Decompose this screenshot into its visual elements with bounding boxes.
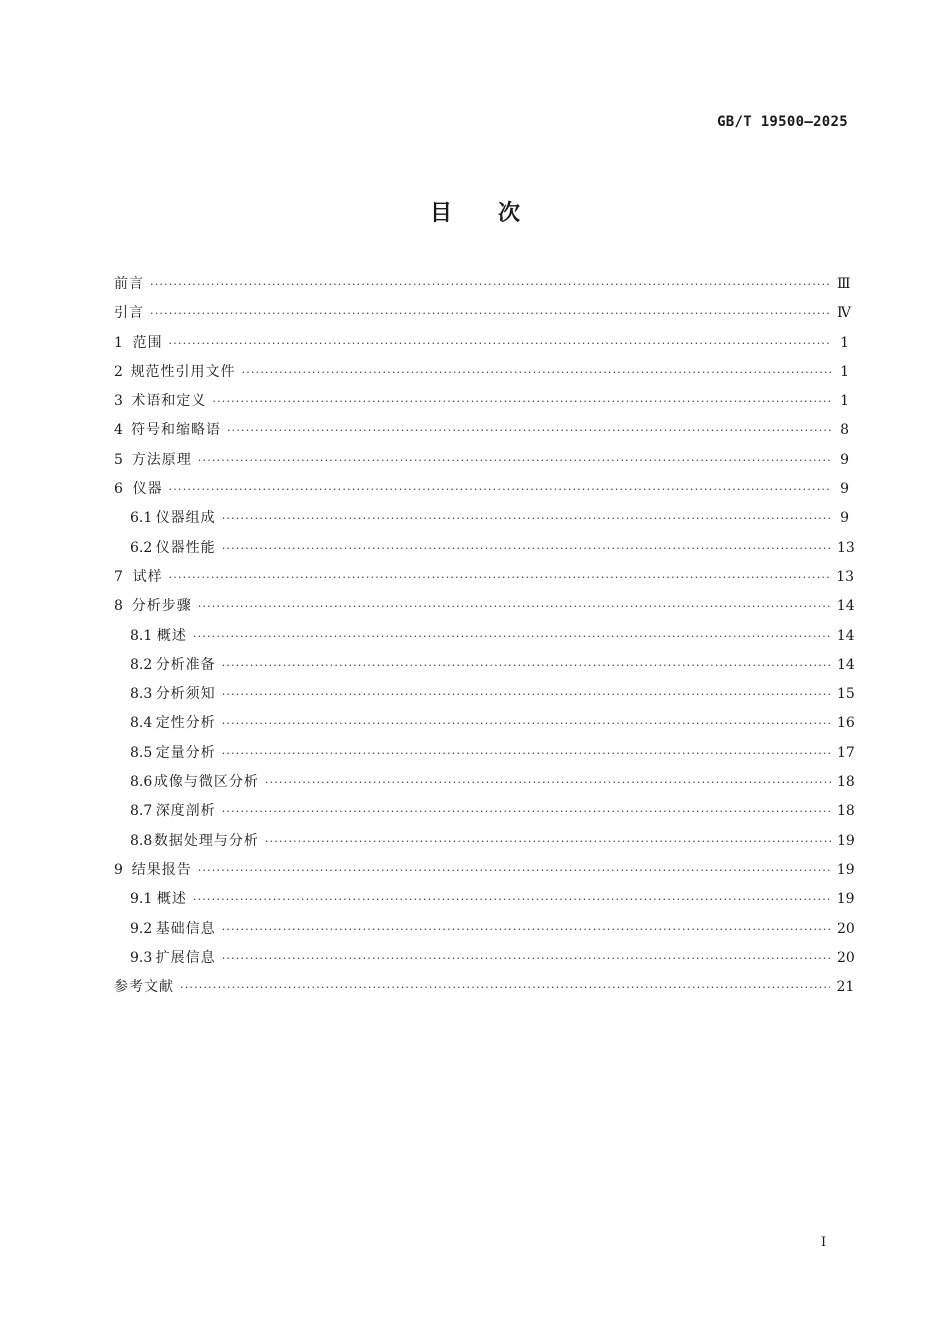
toc-entry-label: 深度剖析 bbox=[155, 803, 216, 820]
toc-entry-label: 仪器 bbox=[132, 481, 163, 498]
toc-entry-page: 17 bbox=[837, 744, 855, 761]
toc-entry-page: 18 bbox=[837, 774, 855, 791]
toc-entry-page: 14 bbox=[836, 627, 855, 644]
toc-entry-label: 试样 bbox=[132, 568, 163, 585]
toc-entry-number: 6.2 bbox=[130, 539, 153, 556]
toc-entry-label: 参考文献 bbox=[114, 979, 174, 996]
toc-entry-number: 2 bbox=[114, 363, 123, 380]
toc-entry-page: Ⅳ bbox=[837, 305, 851, 322]
toc-entry-label: 分析须知 bbox=[155, 686, 216, 703]
toc-entry-number: 8.6 bbox=[130, 774, 153, 791]
toc-entry[interactable] bbox=[114, 915, 855, 944]
toc-leader-dots bbox=[180, 973, 830, 1002]
toc-entry-label: 规范性引用文件 bbox=[130, 363, 236, 380]
toc-leader-dots bbox=[222, 915, 831, 944]
toc-entry-page: 9 bbox=[840, 481, 849, 498]
toc-entry[interactable] bbox=[114, 387, 849, 416]
toc-entry-label: 数据处理与分析 bbox=[153, 832, 259, 849]
toc-entry[interactable] bbox=[114, 973, 855, 1002]
toc-entry-page: 19 bbox=[837, 832, 855, 849]
toc-leader-dots bbox=[198, 592, 831, 621]
toc-entry-label: 仪器组成 bbox=[155, 510, 216, 527]
toc-entry[interactable] bbox=[114, 680, 855, 709]
toc-entry-page: 1 bbox=[840, 393, 849, 410]
toc-entry-number: 8.7 bbox=[130, 803, 153, 820]
toc-leader-dots bbox=[169, 563, 831, 592]
toc-leader-dots bbox=[265, 827, 831, 856]
toc-leader-dots bbox=[169, 475, 831, 504]
toc-entry-page: 20 bbox=[837, 949, 855, 966]
toc-entry-label: 分析步骤 bbox=[131, 598, 192, 615]
toc-entry[interactable] bbox=[114, 797, 855, 826]
toc-entry-label: 概述 bbox=[156, 891, 187, 908]
toc-entry[interactable] bbox=[114, 534, 855, 563]
toc-entry[interactable] bbox=[114, 651, 855, 680]
toc-entry-label: 定量分析 bbox=[155, 744, 216, 761]
toc-entry[interactable] bbox=[114, 944, 855, 973]
toc-entry-label: 分析准备 bbox=[155, 656, 216, 673]
toc-leader-dots bbox=[150, 299, 831, 328]
toc-entry-page: Ⅲ bbox=[837, 276, 851, 292]
toc-leader-dots bbox=[193, 885, 831, 914]
toc-leader-dots bbox=[169, 329, 831, 358]
toc-leader-dots bbox=[198, 446, 831, 475]
toc-leader-dots bbox=[193, 622, 831, 651]
toc-entry-number: 5 bbox=[114, 451, 123, 468]
toc-entry-label: 概述 bbox=[156, 627, 187, 644]
table-of-contents bbox=[114, 270, 855, 1002]
toc-leader-dots bbox=[222, 504, 831, 533]
toc-entry-number: 7 bbox=[114, 568, 123, 585]
toc-entry[interactable] bbox=[114, 827, 855, 856]
toc-entry-label: 基础信息 bbox=[155, 920, 216, 937]
toc-entry-label: 前言 bbox=[114, 276, 144, 292]
toc-entry[interactable] bbox=[114, 504, 849, 533]
toc-entry-page: 19 bbox=[836, 891, 855, 908]
toc-entry-number: 8.8 bbox=[130, 832, 153, 849]
toc-entry-number: 8.1 bbox=[130, 627, 153, 644]
toc-entry-page: 8 bbox=[840, 422, 849, 439]
toc-entry-page: 9 bbox=[840, 451, 849, 468]
toc-entry-number: 6.1 bbox=[130, 510, 153, 527]
toc-entry-label: 成像与微区分析 bbox=[153, 774, 259, 791]
toc-entry-page: 20 bbox=[837, 920, 855, 937]
toc-leader-dots bbox=[198, 856, 831, 885]
toc-entry-number: 1 bbox=[114, 334, 123, 351]
toc-entry-label: 定性分析 bbox=[155, 715, 216, 732]
toc-entry[interactable] bbox=[114, 446, 849, 475]
toc-leader-dots bbox=[222, 534, 831, 563]
toc-entry-page: 18 bbox=[837, 803, 855, 820]
toc-entry-page: 19 bbox=[836, 861, 855, 878]
toc-entry[interactable] bbox=[114, 329, 849, 358]
toc-entry-page: 15 bbox=[837, 686, 855, 703]
toc-leader-dots bbox=[222, 739, 831, 768]
toc-entry-page: 14 bbox=[836, 598, 855, 615]
toc-leader-dots bbox=[222, 651, 831, 680]
toc-entry-label: 符号和缩略语 bbox=[130, 422, 221, 439]
toc-leader-dots bbox=[222, 680, 831, 709]
toc-entry-number: 8.5 bbox=[130, 744, 153, 761]
toc-entry-label: 结果报告 bbox=[131, 861, 192, 878]
toc-entry-page: 9 bbox=[840, 510, 849, 527]
toc-entry-number: 8 bbox=[114, 598, 123, 615]
toc-entry[interactable] bbox=[114, 622, 855, 651]
toc-leader-dots bbox=[227, 416, 831, 445]
toc-entry-page: 21 bbox=[836, 979, 855, 996]
toc-leader-dots bbox=[242, 358, 831, 387]
toc-entry[interactable] bbox=[114, 739, 855, 768]
toc-entry-page: 1 bbox=[840, 363, 849, 380]
toc-entry-label: 术语和定义 bbox=[131, 393, 207, 410]
toc-entry[interactable] bbox=[114, 592, 855, 621]
toc-entry[interactable] bbox=[114, 358, 849, 387]
toc-entry[interactable] bbox=[114, 416, 849, 445]
toc-entry[interactable] bbox=[114, 768, 855, 797]
toc-entry-page: 13 bbox=[836, 568, 855, 585]
toc-leader-dots bbox=[222, 944, 831, 973]
toc-entry[interactable] bbox=[114, 709, 855, 738]
toc-entry[interactable] bbox=[114, 563, 855, 592]
toc-entry-number: 9.2 bbox=[130, 920, 153, 937]
toc-entry-label: 引言 bbox=[114, 305, 144, 322]
toc-entry-label: 范围 bbox=[132, 334, 163, 351]
toc-leader-dots bbox=[222, 797, 831, 826]
toc-entry-label: 方法原理 bbox=[131, 451, 192, 468]
toc-entry-label: 扩展信息 bbox=[155, 949, 216, 966]
toc-entry-page: 16 bbox=[837, 715, 855, 732]
toc-entry-number: 8.2 bbox=[130, 656, 153, 673]
toc-entry-number: 6 bbox=[114, 481, 123, 498]
toc-entry[interactable] bbox=[114, 856, 855, 885]
toc-leader-dots bbox=[212, 387, 831, 416]
toc-entry-number: 4 bbox=[114, 422, 123, 439]
toc-entry-number: 9.3 bbox=[130, 949, 153, 966]
toc-entry[interactable] bbox=[114, 299, 849, 328]
toc-entry[interactable] bbox=[114, 475, 849, 504]
page-title: 目次 bbox=[429, 201, 566, 226]
toc-entry-page: 1 bbox=[840, 334, 849, 351]
toc-leader-dots bbox=[265, 768, 831, 797]
toc-leader-dots bbox=[222, 709, 831, 738]
toc-entry-number: 8.3 bbox=[130, 686, 153, 703]
toc-entry-page: 13 bbox=[837, 539, 855, 556]
toc-leader-dots bbox=[150, 270, 831, 299]
toc-entry-label: 仪器性能 bbox=[155, 539, 216, 556]
toc-entry-number: 9 bbox=[114, 861, 123, 878]
toc-entry-page: 14 bbox=[837, 656, 855, 673]
standard-code: GB/T 19500—2025 bbox=[717, 114, 848, 130]
toc-entry[interactable] bbox=[114, 885, 855, 914]
toc-entry-number: 3 bbox=[114, 393, 123, 410]
toc-entry-number: 8.4 bbox=[130, 715, 153, 732]
toc-entry[interactable] bbox=[114, 270, 849, 299]
page-number: I bbox=[821, 1235, 827, 1250]
toc-entry-number: 9.1 bbox=[130, 891, 153, 908]
